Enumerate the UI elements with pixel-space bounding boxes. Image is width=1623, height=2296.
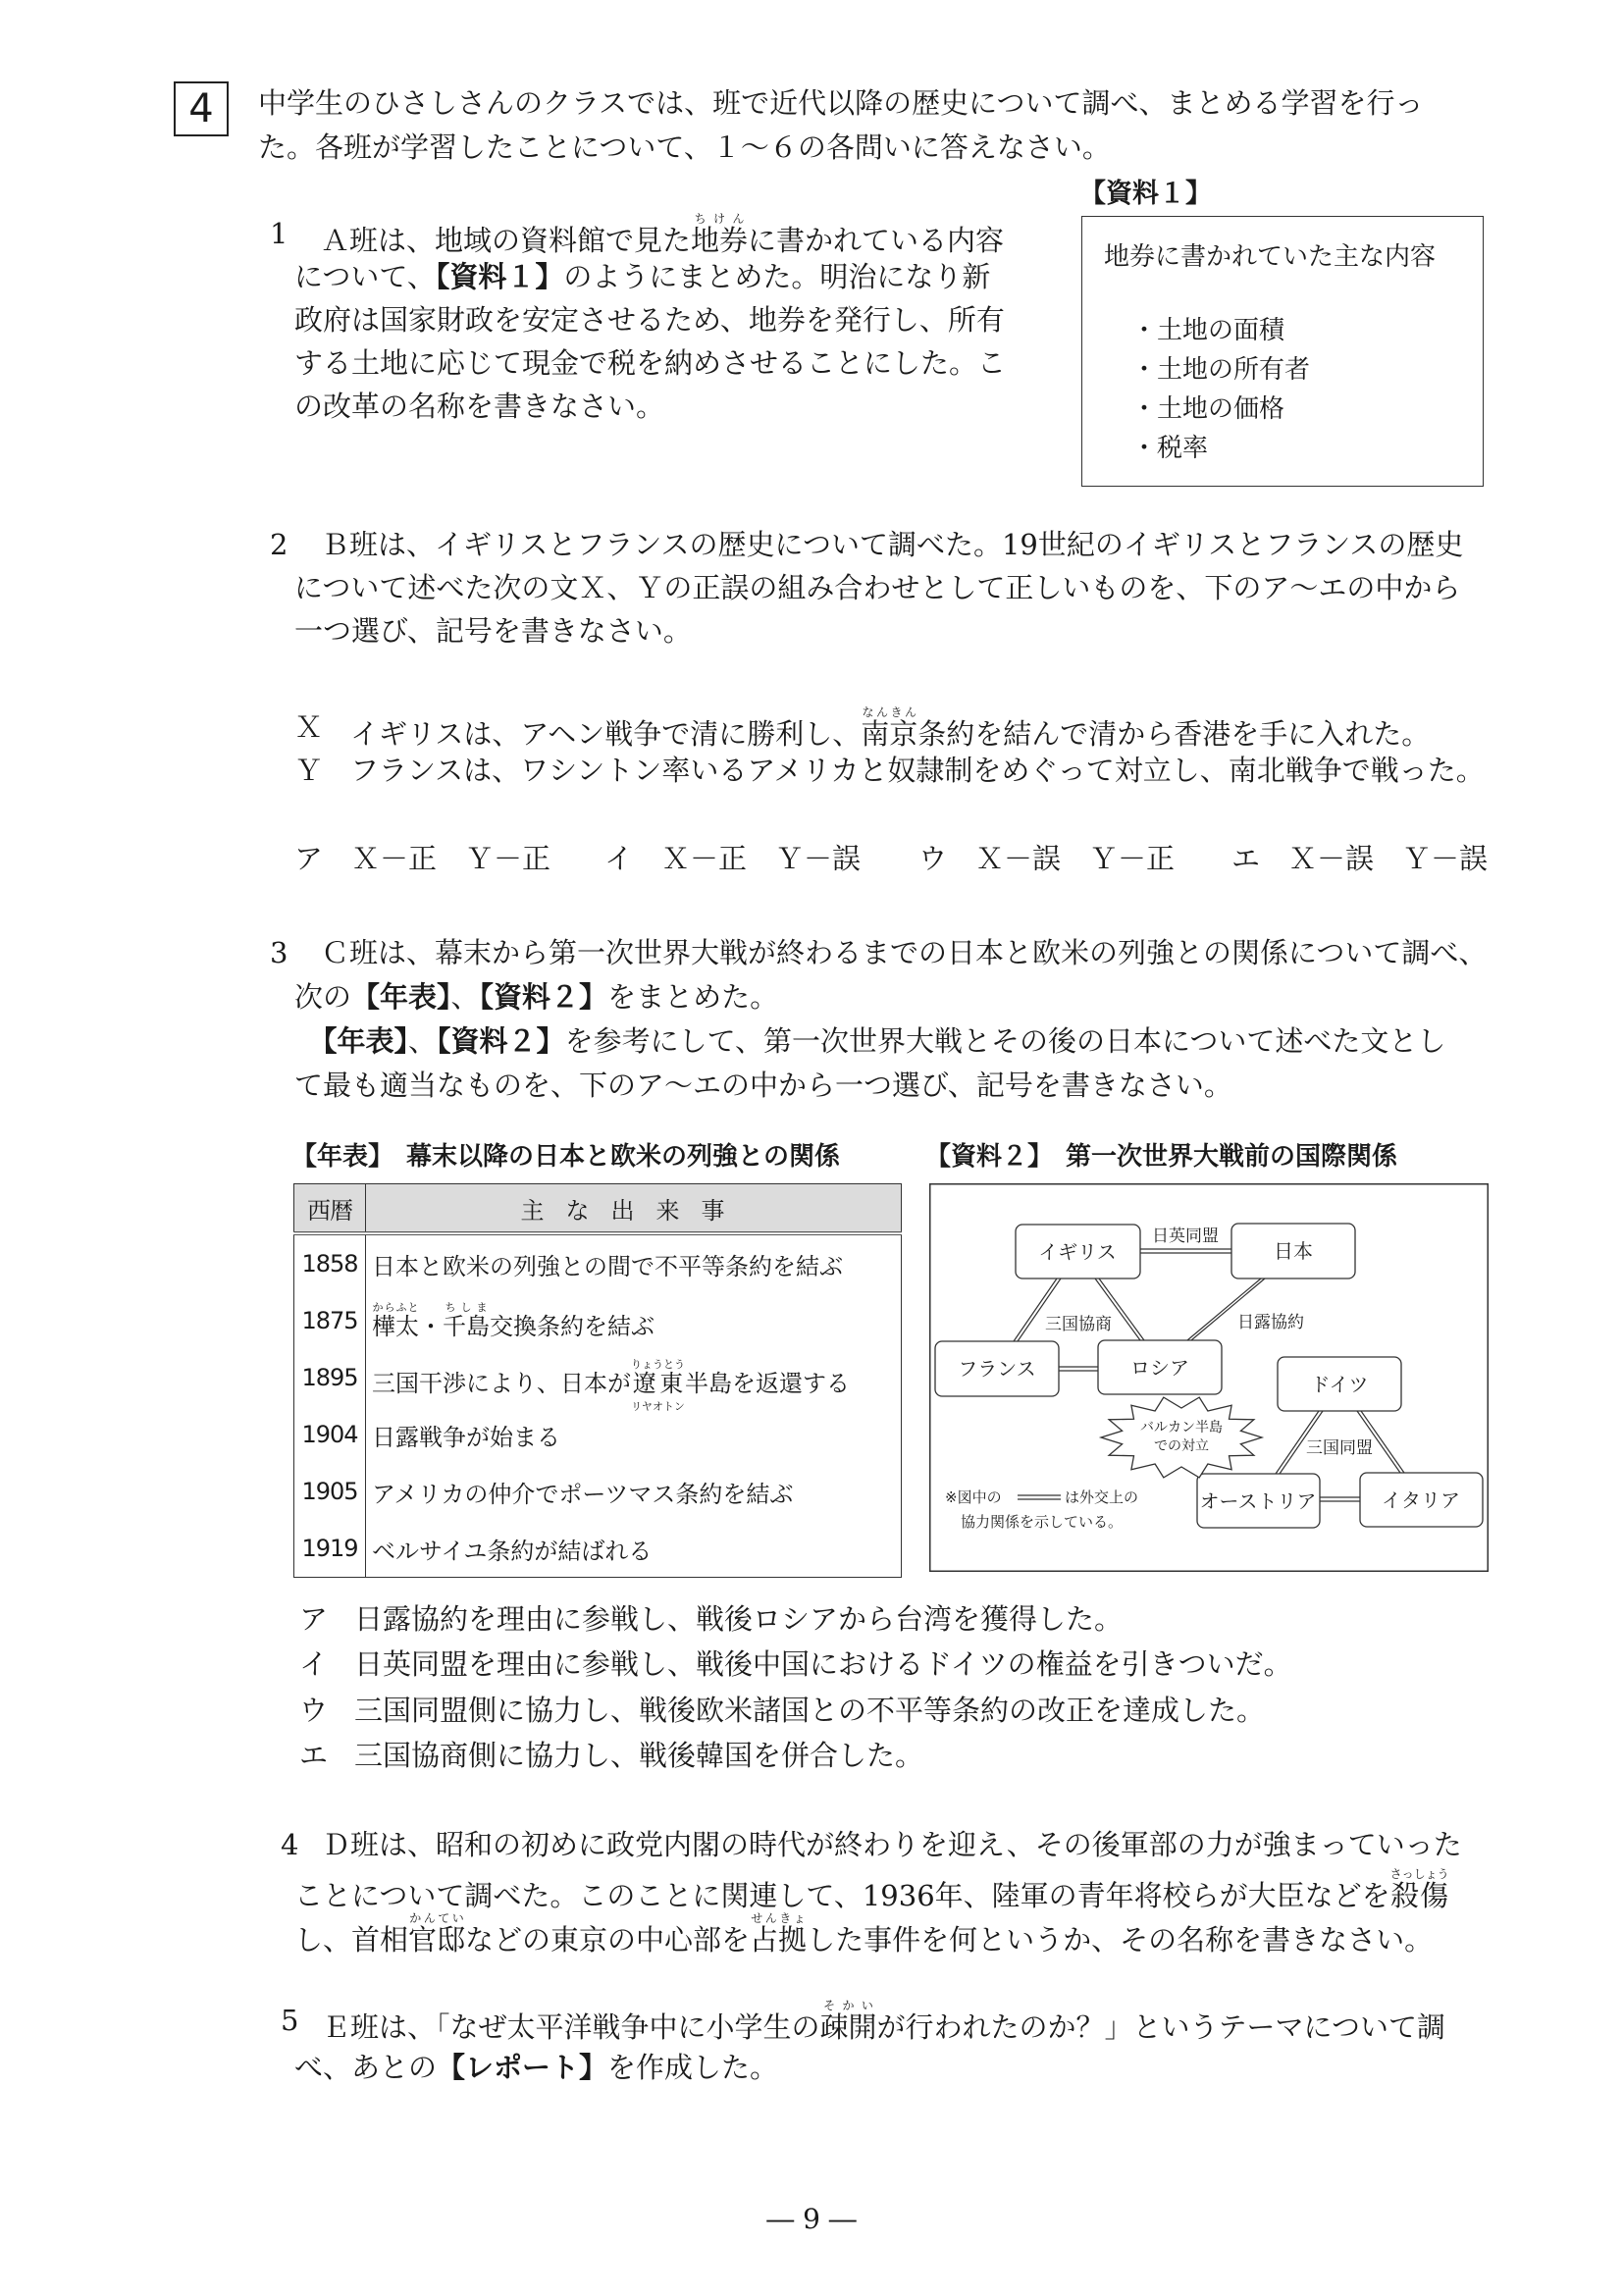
furigana: そかい (819, 1999, 877, 2012)
text-segment: Ｂ班は、イギリスとフランスの歴史について調べた。19世紀のイギリスとフランスの歴史 (321, 528, 1464, 561)
ruby-word (1390, 1867, 1449, 1918)
text-segment: 半島を返還する (685, 1369, 850, 1397)
furigana: ちしま (443, 1300, 490, 1314)
line-france-russia (1059, 1367, 1098, 1371)
text-segment: 次の (294, 980, 352, 1014)
bold-reference: 【資料２】 (437, 1024, 565, 1058)
bold-reference: 【レポート】 (437, 2051, 608, 2084)
ruby-base: 南京 (861, 717, 918, 751)
furigana: なんきん (861, 705, 918, 719)
event-cell (366, 1233, 902, 1292)
table-header-row (294, 1184, 902, 1234)
text-line (350, 749, 1485, 792)
text-line (294, 341, 1006, 385)
option-text: Ｘ－誤 Ｙ－誤 (1288, 842, 1489, 875)
text-line (258, 126, 1424, 170)
conflict-starburst (1101, 1397, 1262, 1478)
label-britain: イギリス (1038, 1240, 1117, 1264)
international-relations-diagram (929, 1183, 1489, 1572)
ruby-word (631, 1357, 685, 1413)
table-row (294, 1349, 902, 1406)
event-cell (366, 1292, 902, 1349)
material1-item: ・土地の所有者 (1131, 355, 1311, 385)
text-segment: し、首相 (294, 1923, 409, 1957)
ruby-word (408, 1911, 465, 1962)
bold-reference: 【資料１】 (435, 260, 564, 293)
ruby-word (372, 1301, 419, 1341)
material1-box (1081, 216, 1484, 487)
text-line (294, 1064, 1487, 1108)
ruby-base: 千島 (443, 1312, 490, 1340)
option-text: Ｘ－正 Ｙ－正 (351, 842, 551, 875)
statement-x (350, 705, 1430, 749)
text-line (294, 975, 1487, 1019)
option-label: ア (294, 842, 324, 875)
line-austria-italy (1320, 1497, 1360, 1501)
text-segment: 交換条約を結ぶ (490, 1312, 654, 1340)
text-segment: Ａ班は、地域の資料館で見た (321, 224, 692, 257)
text-segment (294, 1024, 323, 1058)
q4-number: 4 (281, 1828, 299, 1861)
header-year: 西暦 (294, 1184, 366, 1234)
text-segment: に書かれている内容 (748, 224, 1005, 257)
text-segment: 、 (408, 1024, 438, 1058)
ruby-base: 官邸 (408, 1923, 466, 1957)
legend-double-line (1018, 1495, 1061, 1499)
statement-x-label: Ｘ (294, 710, 324, 744)
text-line (294, 212, 1006, 255)
option-text: Ｘ－誤 Ｙ－正 (975, 842, 1176, 875)
text-line (294, 1823, 1462, 1867)
ruby-base: 疎開 (819, 2010, 877, 2044)
text-segment: 、 (450, 980, 480, 1014)
text-segment: Ｃ班は、幕末から第一次世界大戦が終わるまでの日本と欧米の列強との関係について調べ、 (321, 936, 1488, 969)
text-segment: べ、あとの (294, 2051, 438, 2084)
furigana: せんきょ (750, 1911, 808, 1925)
timeline-table (293, 1183, 902, 1578)
q3-number: 3 (270, 936, 288, 969)
material1-list (1131, 311, 1310, 468)
material1-label: 【資料１】 (1079, 179, 1212, 209)
text-segment: などの東京の中心部を (465, 1923, 751, 1957)
label-anglo-japanese-alliance: 日英同盟 (1152, 1226, 1219, 1246)
text-line (350, 705, 1430, 749)
diagram-caption: 【資料２】 第一次世界大戦前の国際関係 (925, 1142, 1398, 1172)
text-line (294, 2045, 1445, 2091)
intro-text (258, 81, 1424, 170)
q1-text (294, 212, 1006, 428)
year-cell: 1904 (294, 1406, 366, 1463)
material1-item: ・土地の価格 (1131, 394, 1285, 424)
option-label: ウ (299, 1694, 329, 1727)
text-segment: ことについて調べた。このことに関連して、1936年、陸軍の青年将校らが大臣などを (294, 1879, 1390, 1912)
statement-y-label: Ｙ (294, 754, 324, 787)
text-line (294, 523, 1463, 566)
text-segment: Ｅ班は、「なぜ太平洋戦争中に小学生の (322, 2010, 820, 2044)
material1-item: ・土地の面積 (1131, 316, 1285, 345)
page-number: ― 9 ― (766, 2203, 857, 2235)
option-label: ア (299, 1602, 329, 1636)
year-cell: 1895 (294, 1349, 366, 1406)
text-line (258, 81, 1424, 126)
q1-number: 1 (270, 217, 288, 250)
text-line (294, 566, 1463, 609)
q2-number: 2 (270, 528, 288, 561)
label-austria: オーストリア (1199, 1489, 1317, 1513)
ruby-base: 占拠 (750, 1923, 808, 1957)
text-segment: 政府は国家財政を安定させるため、地券を発行し、所有 (294, 303, 1005, 337)
text-segment: 日本と欧米の列強との間で不平等条約を結ぶ (372, 1252, 843, 1280)
furigana: ちけん (691, 212, 749, 226)
text-segment: ベルサイユ条約が結ばれる (372, 1537, 653, 1565)
statement-y (350, 749, 1485, 792)
furigana: さっしょう (1389, 1867, 1449, 1881)
q2-option-e[interactable] (1231, 837, 1488, 880)
text-line (294, 1999, 1445, 2045)
text-segment: 日露戦争が始まる (372, 1423, 560, 1451)
text-segment: て最も適当なものを、下のア～エの中から一つ選び、記号を書きなさい。 (294, 1069, 1232, 1102)
ruby-word (750, 1911, 807, 1962)
year-cell: 1919 (294, 1520, 366, 1578)
furigana-below: リヤオトン (631, 1399, 685, 1413)
text-segment: Ｄ班は、昭和の初めに政党内閣の時代が終わりを迎え、その後軍部の力が強まっていった (322, 1828, 1462, 1861)
q2-option-u[interactable] (918, 837, 1175, 880)
q4-text (294, 1823, 1462, 1956)
bold-reference: 【年表】 (351, 980, 451, 1014)
option-label: エ (299, 1739, 329, 1772)
option-label: エ (1231, 842, 1261, 875)
event-cell (366, 1463, 902, 1520)
conflict-text-line1: バルカン半島 (1140, 1420, 1223, 1435)
option-text: 日露協約を理由に参戦し、戦後ロシアから台湾を獲得した。 (354, 1602, 1124, 1636)
furigana: からふと (372, 1300, 419, 1314)
event-cell (366, 1349, 902, 1413)
note-prefix: ※図中の (945, 1488, 1002, 1506)
option-label: イ (604, 842, 634, 875)
text-segment: アメリカの仲介でポーツマス条約を結ぶ (372, 1480, 794, 1508)
text-segment: 三国干渉により、日本が (372, 1369, 631, 1397)
q3-text (294, 931, 1487, 1108)
text-segment: 中学生のひさしさんのクラスでは、班で近代以降の歴史について調べ、まとめる学習を行っ (258, 86, 1424, 120)
q5-number: 5 (281, 2004, 299, 2037)
text-segment: た。各班が学習したことについて、１～６の各問いに答えなさい。 (258, 130, 1111, 164)
text-line (294, 385, 1006, 428)
label-triple-entente: 三国協商 (1045, 1315, 1112, 1334)
text-segment: 一つ選び、記号を書きなさい。 (294, 614, 692, 648)
text-segment: を参考にして、第一次世界大戦とその後の日本について述べた文とし (564, 1024, 1446, 1058)
furigana: りょうとう (631, 1357, 685, 1371)
label-triple-alliance: 三国同盟 (1306, 1438, 1373, 1458)
text-segment: フランスは、ワシントン率いるアメリカと奴隷制をめぐって対立し、南北戦争で戦った。 (350, 754, 1485, 787)
event-cell (366, 1520, 902, 1578)
q3-option-e[interactable] (299, 1734, 923, 1777)
label-italy: イタリア (1382, 1488, 1460, 1512)
line-britain-japan (1140, 1249, 1231, 1253)
ruby-base: 遼東 (631, 1369, 685, 1397)
bold-reference: 【資料２】 (479, 980, 608, 1014)
text-line (294, 931, 1487, 975)
year-cell: 1875 (294, 1292, 366, 1349)
text-segment: した事件を何というか、その名称を書きなさい。 (807, 1923, 1434, 1957)
label-russo-japanese-agreement: 日露協約 (1237, 1313, 1304, 1332)
text-segment: について述べた次の文Ｘ、Ｙの正誤の組み合わせとして正しいものを、下のア～エの中から (294, 571, 1461, 604)
text-line (294, 1019, 1487, 1064)
q3-option-i[interactable] (299, 1643, 1292, 1686)
label-japan: 日本 (1274, 1239, 1313, 1263)
q2-option-a[interactable] (294, 837, 550, 880)
year-cell: 1858 (294, 1233, 366, 1292)
option-label: イ (299, 1647, 329, 1681)
text-line (294, 609, 1463, 652)
ruby-base: 殺傷 (1389, 1879, 1449, 1912)
note-suffix: は外交上の (1065, 1488, 1139, 1506)
text-segment: イギリスは、アヘン戦争で清に勝利し、 (350, 717, 862, 751)
ruby-word (691, 212, 748, 262)
ruby-word (820, 1999, 877, 2051)
note-line2: 協力関係を示している。 (961, 1513, 1124, 1531)
event-cell (366, 1406, 902, 1463)
table-row (294, 1463, 902, 1520)
text-line (294, 1867, 1462, 1911)
timeline-caption: 【年表】 幕末以降の日本と欧米の列強との関係 (291, 1142, 841, 1172)
text-segment: を作成した。 (607, 2051, 779, 2084)
conflict-text-line2: での対立 (1154, 1438, 1209, 1454)
text-segment: のようにまとめた。明治になり新 (563, 260, 991, 293)
q3-option-a[interactable] (299, 1597, 1123, 1641)
label-germany: ドイツ (1310, 1373, 1369, 1396)
option-text: 三国協商側に協力し、戦後韓国を併合した。 (354, 1739, 924, 1772)
text-line (294, 1911, 1462, 1956)
table-row (294, 1292, 902, 1349)
material1-item: ・税率 (1131, 434, 1209, 463)
option-label: ウ (918, 842, 948, 875)
option-text: 日英同盟を理由に参戦し、戦後中国におけるドイツの権益を引きついだ。 (354, 1647, 1292, 1681)
text-segment: をまとめた。 (607, 980, 779, 1014)
material1-title: 地券に書かれていた主な内容 (1104, 242, 1437, 272)
q3-option-u[interactable] (299, 1689, 1265, 1732)
ruby-word (443, 1301, 490, 1341)
ruby-base: 地券 (691, 224, 749, 257)
text-segment: について、 (294, 260, 436, 293)
year-cell: 1905 (294, 1463, 366, 1520)
label-russia: ロシア (1130, 1356, 1189, 1380)
bold-reference: 【年表】 (323, 1024, 409, 1058)
table-row (294, 1233, 902, 1292)
text-segment: する土地に応じて現金で税を納めさせることにした。こ (294, 346, 1007, 380)
furigana: かんてい (408, 1911, 466, 1925)
table-row (294, 1406, 902, 1463)
text-line (294, 298, 1006, 341)
question-number-box: 4 (174, 81, 229, 136)
q2-text (294, 523, 1463, 652)
label-france: フランス (958, 1357, 1036, 1381)
table-row (294, 1520, 902, 1578)
text-segment: 条約を結んで清から香港を手に入れた。 (917, 717, 1431, 751)
text-segment: ・ (419, 1312, 443, 1340)
q5-text (294, 1999, 1445, 2091)
ruby-base: 樺太 (372, 1312, 419, 1340)
header-event: 主な出来事 (366, 1184, 902, 1234)
q2-option-i[interactable] (604, 837, 861, 880)
option-text: 三国同盟側に協力し、戦後欧米諸国との不平等条約の改正を達成した。 (354, 1694, 1266, 1727)
text-segment: が行われたのか？」というテーマについて調 (876, 2010, 1445, 2044)
text-line (294, 255, 1006, 298)
text-segment: の改革の名称を書きなさい。 (294, 390, 665, 423)
option-text: Ｘ－正 Ｙ－誤 (661, 842, 862, 875)
